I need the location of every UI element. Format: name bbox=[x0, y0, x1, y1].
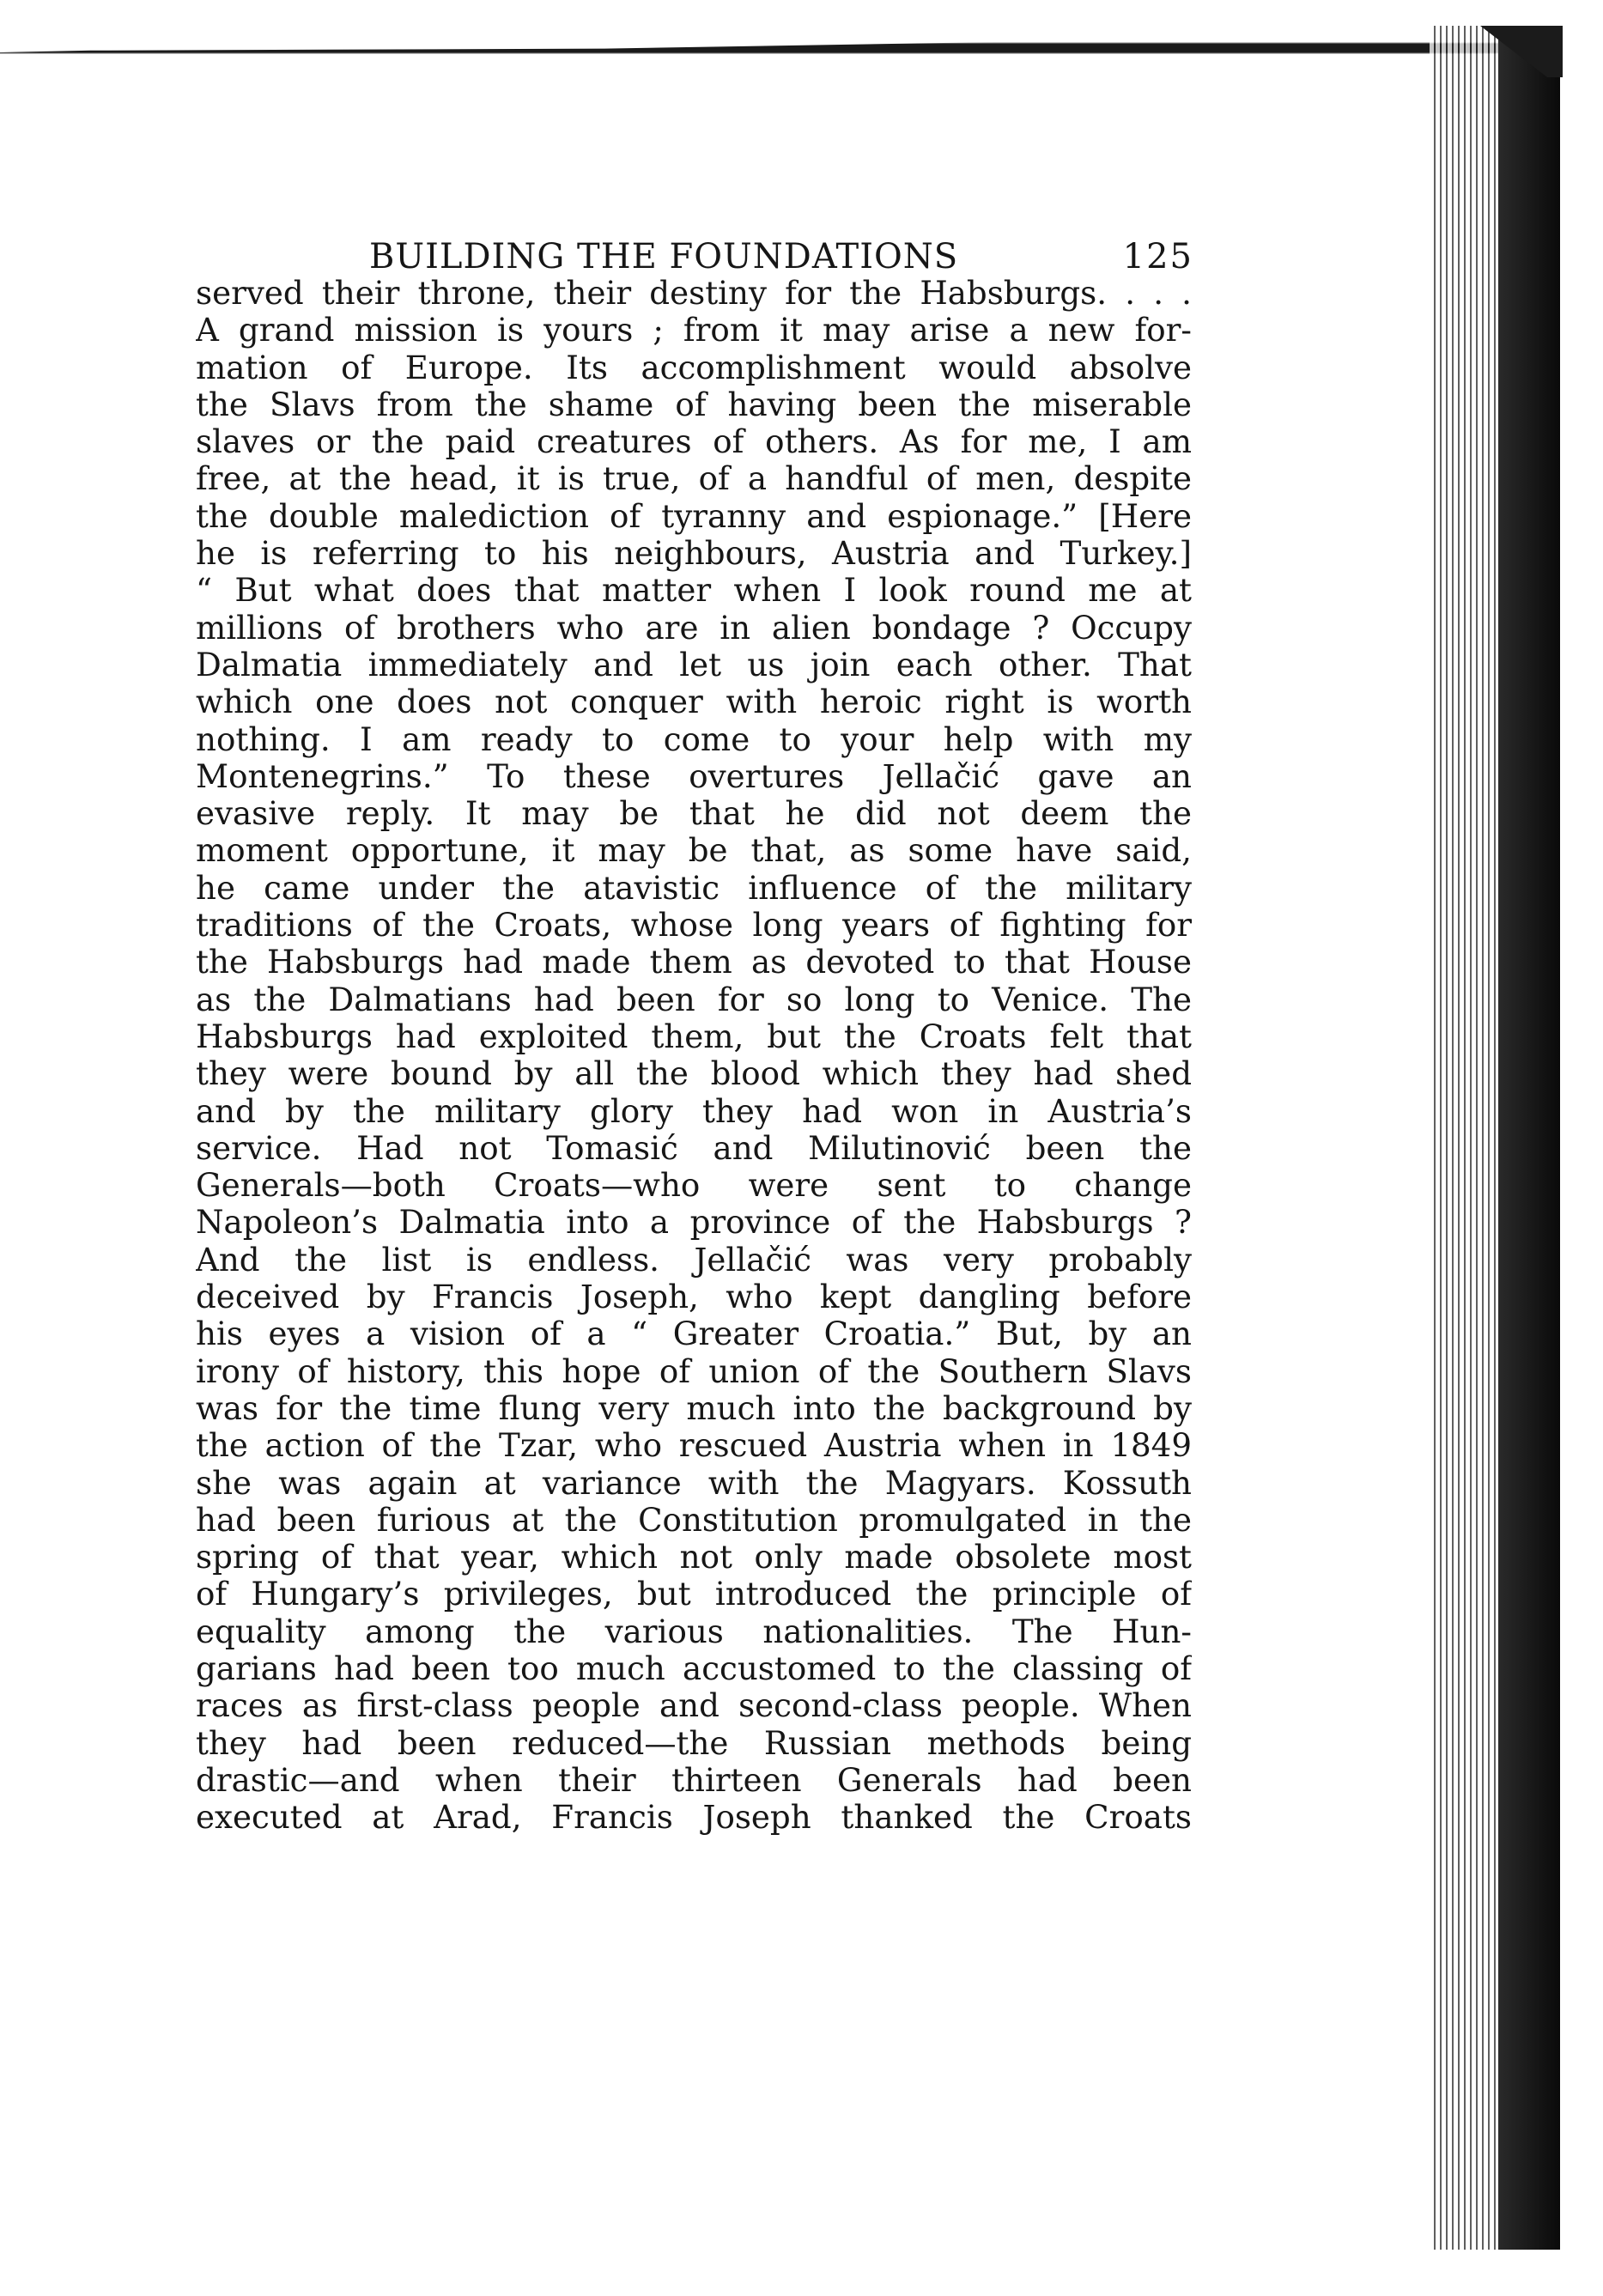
text-line: deceived by Francis Joseph, who kept dangling before bbox=[196, 1279, 1192, 1316]
text-line: she was again at variance with the Magyars. Kossuth bbox=[196, 1464, 1192, 1502]
text-line: mation of Europe. Its accomplishment would absolve bbox=[196, 349, 1192, 386]
text-line: had been furious at the Constitution promulgated in the bbox=[196, 1501, 1192, 1539]
scan-top-edge bbox=[0, 24, 1511, 71]
text-line: the Habsburgs had made them as devoted to that House bbox=[196, 944, 1192, 981]
text-line: Montenegrins.” To these overtures Jellačić gave an bbox=[196, 757, 1192, 795]
text-line: Habsburgs had exploited them, but the Croats felt that bbox=[196, 1017, 1192, 1055]
text-line: equality among the various nationalities. The Hun- bbox=[196, 1613, 1192, 1650]
book-spine-edge bbox=[1430, 26, 1498, 2250]
text-line: nothing. I am ready to come to your help with my bbox=[196, 720, 1192, 758]
text-line: service. Had not Tomasić and Milutinović been the bbox=[196, 1129, 1192, 1167]
text-line: free, at the head, it is true, of a handful of men, despite bbox=[196, 460, 1192, 498]
text-line: traditions of the Croats, whose long years of fighting for bbox=[196, 907, 1192, 945]
book-spine-shadow bbox=[1498, 26, 1560, 2250]
text-line: served their throne, their destiny for the Habsburgs. . . . bbox=[196, 275, 1192, 312]
text-line: as the Dalmatians had been for so long to Venice. The bbox=[196, 981, 1192, 1018]
text-line: races as first-class people and second-class people. When bbox=[196, 1687, 1192, 1725]
text-line: irony of history, this hope of union of the Southern Slavs bbox=[196, 1352, 1192, 1390]
body-text bbox=[196, 275, 1192, 1836]
text-line: they were bound by all the blood which they had shed bbox=[196, 1055, 1192, 1093]
text-line: evasive reply. It may be that he did not deem the bbox=[196, 795, 1192, 833]
text-line: millions of brothers who are in alien bondage ? Occupy bbox=[196, 609, 1192, 647]
text-line: they had been reduced—the Russian methods being bbox=[196, 1724, 1192, 1762]
text-line: his eyes a vision of a “ Greater Croatia.” But, by an bbox=[196, 1315, 1192, 1353]
text-line: was for the time flung very much into the background by bbox=[196, 1389, 1192, 1427]
text-line: he is referring to his neighbours, Austria and Turkey.] bbox=[196, 535, 1192, 573]
text-line: the Slavs from the shame of having been the miserable bbox=[196, 386, 1192, 423]
running-head: BUILDING THE FOUNDATIONS bbox=[369, 237, 959, 276]
text-line: the double malediction of tyranny and espionage.” [Here bbox=[196, 497, 1192, 535]
text-line: garians had been too much accustomed to the classing of bbox=[196, 1649, 1192, 1687]
text-line: drastic—and when their thirteen Generals had been bbox=[196, 1761, 1192, 1799]
text-line: Napoleon’s Dalmatia into a province of the Habsburgs ? bbox=[196, 1204, 1192, 1242]
text-line: and by the military glory they had won in Austria’s bbox=[196, 1092, 1192, 1130]
text-line: Dalmatia immediately and let us join each other. That bbox=[196, 646, 1192, 683]
text-line: Generals—both Croats—who were sent to change bbox=[196, 1167, 1192, 1205]
text-line: spring of that year, which not only made obsolete most bbox=[196, 1539, 1192, 1576]
page-number: 125 bbox=[1122, 237, 1193, 276]
text-line: executed at Arad, Francis Joseph thanked the Croats bbox=[196, 1799, 1192, 1837]
text-line: which one does not conquer with heroic right is worth bbox=[196, 683, 1192, 721]
text-line: “ But what does that matter when I look round me at bbox=[196, 572, 1192, 610]
text-line: of Hungary’s privileges, but introduced the principle of bbox=[196, 1576, 1192, 1613]
text-line: moment opportune, it may be that, as some have said, bbox=[196, 832, 1192, 870]
text-line: And the list is endless. Jellačić was very probably bbox=[196, 1241, 1192, 1279]
text-line: A grand mission is yours ; from it may arise a new for- bbox=[196, 312, 1192, 349]
text-line: slaves or the paid creatures of others. As for me, I am bbox=[196, 423, 1192, 461]
text-line: the action of the Tzar, who rescued Austria when in 1849 bbox=[196, 1427, 1192, 1465]
text-line: he came under the atavistic influence of the military bbox=[196, 869, 1192, 907]
